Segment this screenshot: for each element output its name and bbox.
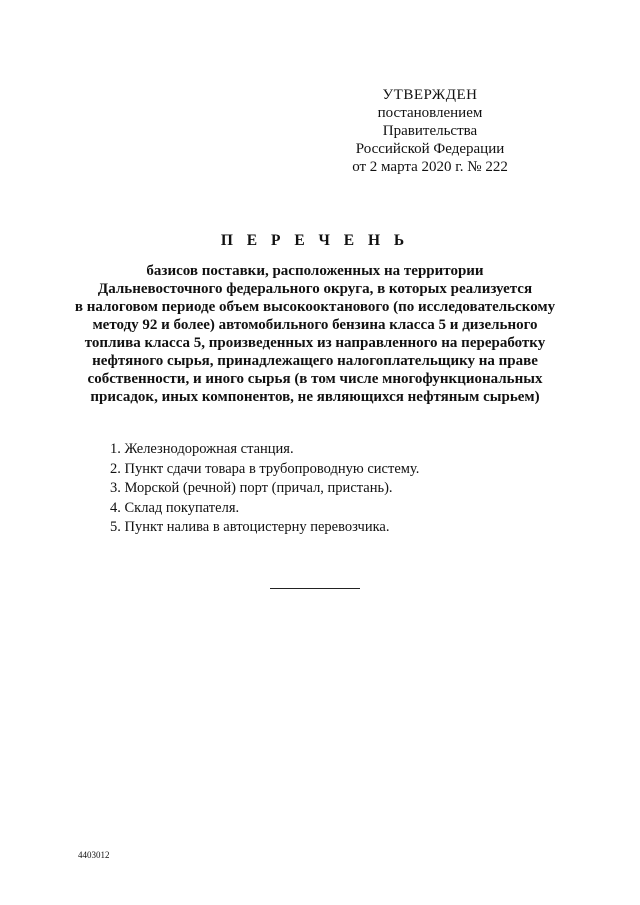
heading-title: П Е Р Е Ч Е Н Ь	[220, 232, 410, 249]
heading-line: присадок, иных компонентов, не являющихся нефтяным сырьем)	[90, 389, 540, 405]
list-item: 3. Морской (речной) порт (причал, пристань).	[110, 480, 393, 496]
approval-block	[330, 86, 530, 176]
list-item: 1. Железнодорожная станция.	[110, 441, 294, 457]
heading-line: нефтяного сырья, принадлежащего налогоплательщику на праве	[92, 353, 538, 369]
document-heading	[60, 232, 570, 406]
list-item: 4. Склад покупателя.	[110, 499, 240, 516]
approval-line-2: Российской Федерации	[355, 141, 505, 157]
items-list	[110, 440, 419, 538]
heading-line: в налоговом периоде объем высокооктанового (по исследовательскому	[74, 299, 556, 315]
approval-title: УТВЕРЖДЕН	[382, 87, 478, 103]
heading-line: собственности, и иного сырья (в том числе многофункциональных	[87, 371, 543, 387]
heading-line: Дальневосточного федерального округа, в которых реализуется	[97, 281, 533, 297]
separator-line	[270, 588, 360, 589]
heading-line: топлива класса 5, произведенных из направленного на переработку	[84, 335, 546, 351]
list-item: 5. Пункт налива в автоцистерну перевозчика.	[110, 519, 390, 535]
list-item: 2. Пункт сдачи товара в трубопроводную систему.	[110, 460, 420, 477]
approval-line-1: постановлением Правительства	[377, 105, 483, 139]
document-code: 4403012	[78, 850, 110, 860]
heading-line: базисов поставки, расположенных на территории	[146, 263, 484, 279]
heading-line: методу 92 и более) автомобильного бензина класса 5 и дизельного	[92, 317, 538, 333]
approval-line-3: от 2 марта 2020 г. № 222	[352, 159, 508, 175]
